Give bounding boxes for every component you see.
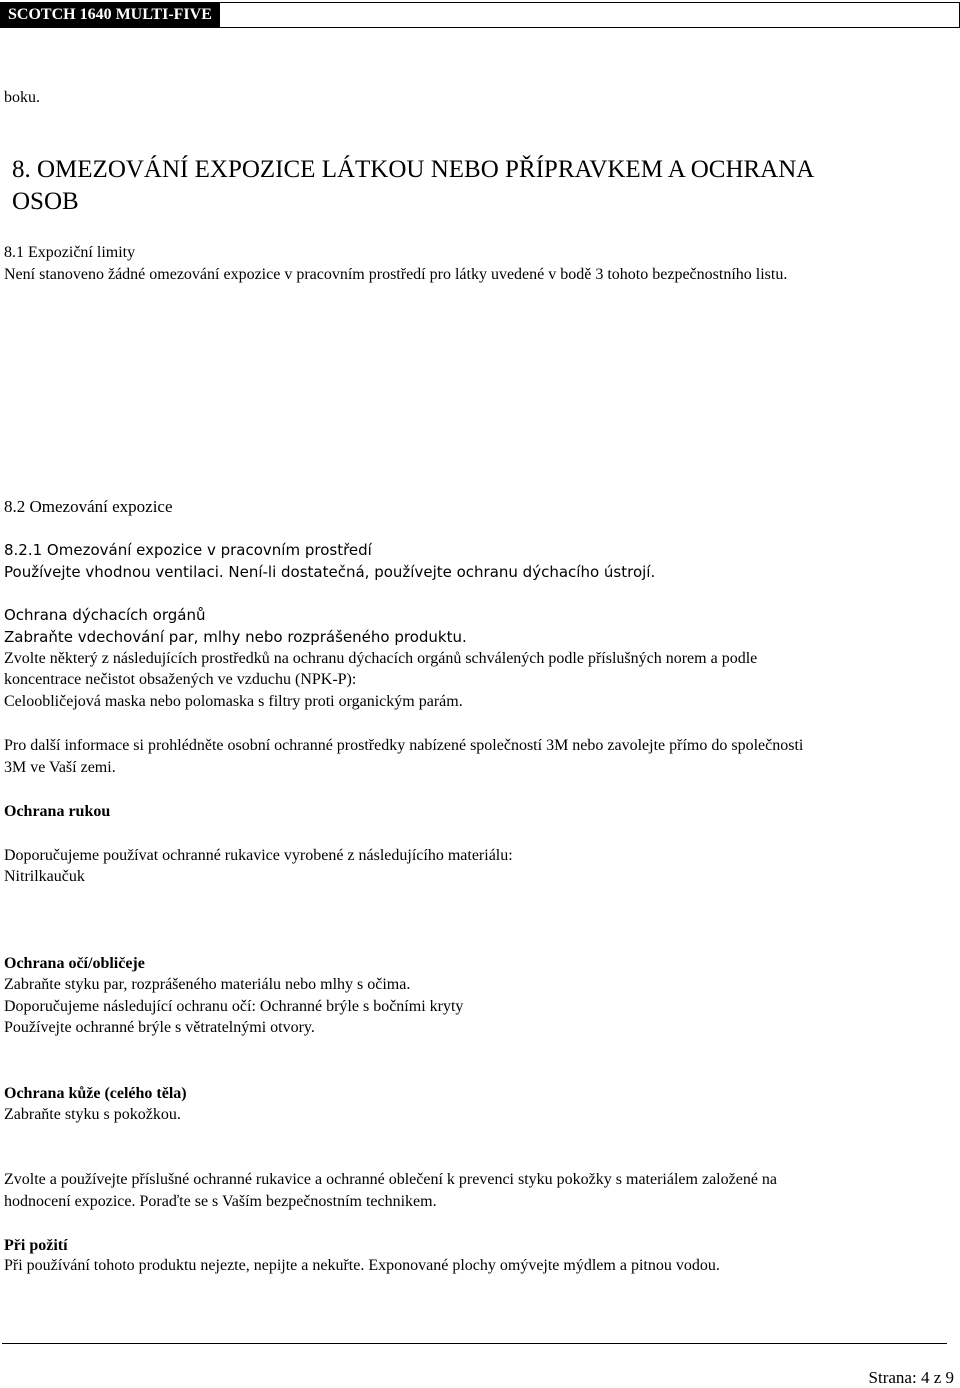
hand-protection-heading: Ochrana rukou bbox=[4, 803, 111, 820]
section-title: 8. OMEZOVÁNÍ EXPOZICE LÁTKOU NEBO PŘÍPRAVKEM A OCHRANA bbox=[12, 156, 815, 183]
section-title-cont: OSOB bbox=[12, 188, 79, 215]
skin-protection-text-2: Zvolte a používejte příslušné ochranné rukavice a ochranné oblečení k prevenci styku pokožky s materiálem založené na bbox=[4, 1171, 778, 1188]
hand-protection-material: Nitrilkaučuk bbox=[4, 868, 85, 885]
subsection-8-2-1-heading: 8.2.1 Omezování expozice v pracovním prostředí bbox=[4, 541, 372, 559]
subsection-8-2-1-text: Používejte vhodnou ventilaci. Není-li dostatečná, používejte ochranu dýchacího ústrojí. bbox=[4, 563, 656, 581]
ingestion-heading: Při požití bbox=[4, 1237, 68, 1254]
respiratory-text-4: Celoobličejová maska nebo polomaska s filtry proti organickým parám. bbox=[4, 693, 463, 710]
respiratory-text-1: Zabraňte vdechování par, mlhy nebo rozprášeného produktu. bbox=[4, 628, 467, 646]
skin-protection-text-1: Zabraňte styku s pokožkou. bbox=[4, 1106, 181, 1123]
continuation-text: boku. bbox=[4, 89, 40, 106]
subsection-8-2-heading: 8.2 Omezování expozice bbox=[4, 497, 173, 516]
respiratory-heading: Ochrana dýchacích orgánů bbox=[4, 606, 206, 624]
info-text-2: 3M ve Vaší zemi. bbox=[4, 759, 116, 776]
hand-protection-text-1: Doporučujeme používat ochranné rukavice vyrobené z následujícího materiálu: bbox=[4, 847, 513, 864]
page-number: Strana: 4 z 9 bbox=[868, 1368, 954, 1387]
footer-divider bbox=[2, 1343, 947, 1344]
document-header-bar bbox=[0, 2, 960, 28]
respiratory-text-3: koncentrace nečistot obsažených ve vzduchu (NPK-P): bbox=[4, 671, 357, 688]
eye-protection-text-1: Zabraňte styku par, rozprášeného materiálu nebo mlhy s očima. bbox=[4, 976, 411, 993]
respiratory-text-2: Zvolte některý z následujících prostředků na ochranu dýchacích orgánů schválených podle příslušných norem a podle bbox=[4, 650, 758, 667]
skin-protection-text-3: hodnocení expozice. Poraďte se s Vaším bezpečnostním technikem. bbox=[4, 1193, 437, 1210]
info-text-1: Pro další informace si prohlédněte osobní ochranné prostředky nabízené společností 3M nebo zavolejte přímo do společnosti bbox=[4, 737, 804, 754]
ingestion-text: Při používání tohoto produktu nejezte, nepijte a nekuřte. Exponované plochy omývejte mýdlem a pitnou vodou. bbox=[4, 1257, 720, 1274]
subsection-8-1-text: Není stanoveno žádné omezování expozice v pracovním prostředí pro látky uvedené v bodě 3 tohoto bezpečnostního listu. bbox=[4, 266, 788, 283]
product-name: SCOTCH 1640 MULTI-FIVE bbox=[1, 3, 220, 27]
skin-protection-heading: Ochrana kůže (celého těla) bbox=[4, 1085, 187, 1102]
eye-protection-heading: Ochrana očí/obličeje bbox=[4, 955, 145, 972]
eye-protection-text-2: Doporučujeme následující ochranu očí: Ochranné brýle s bočními kryty bbox=[4, 998, 464, 1015]
subsection-8-1-heading: 8.1 Expoziční limity bbox=[4, 244, 136, 261]
eye-protection-text-3: Používejte ochranné brýle s větratelnými otvory. bbox=[4, 1019, 315, 1036]
